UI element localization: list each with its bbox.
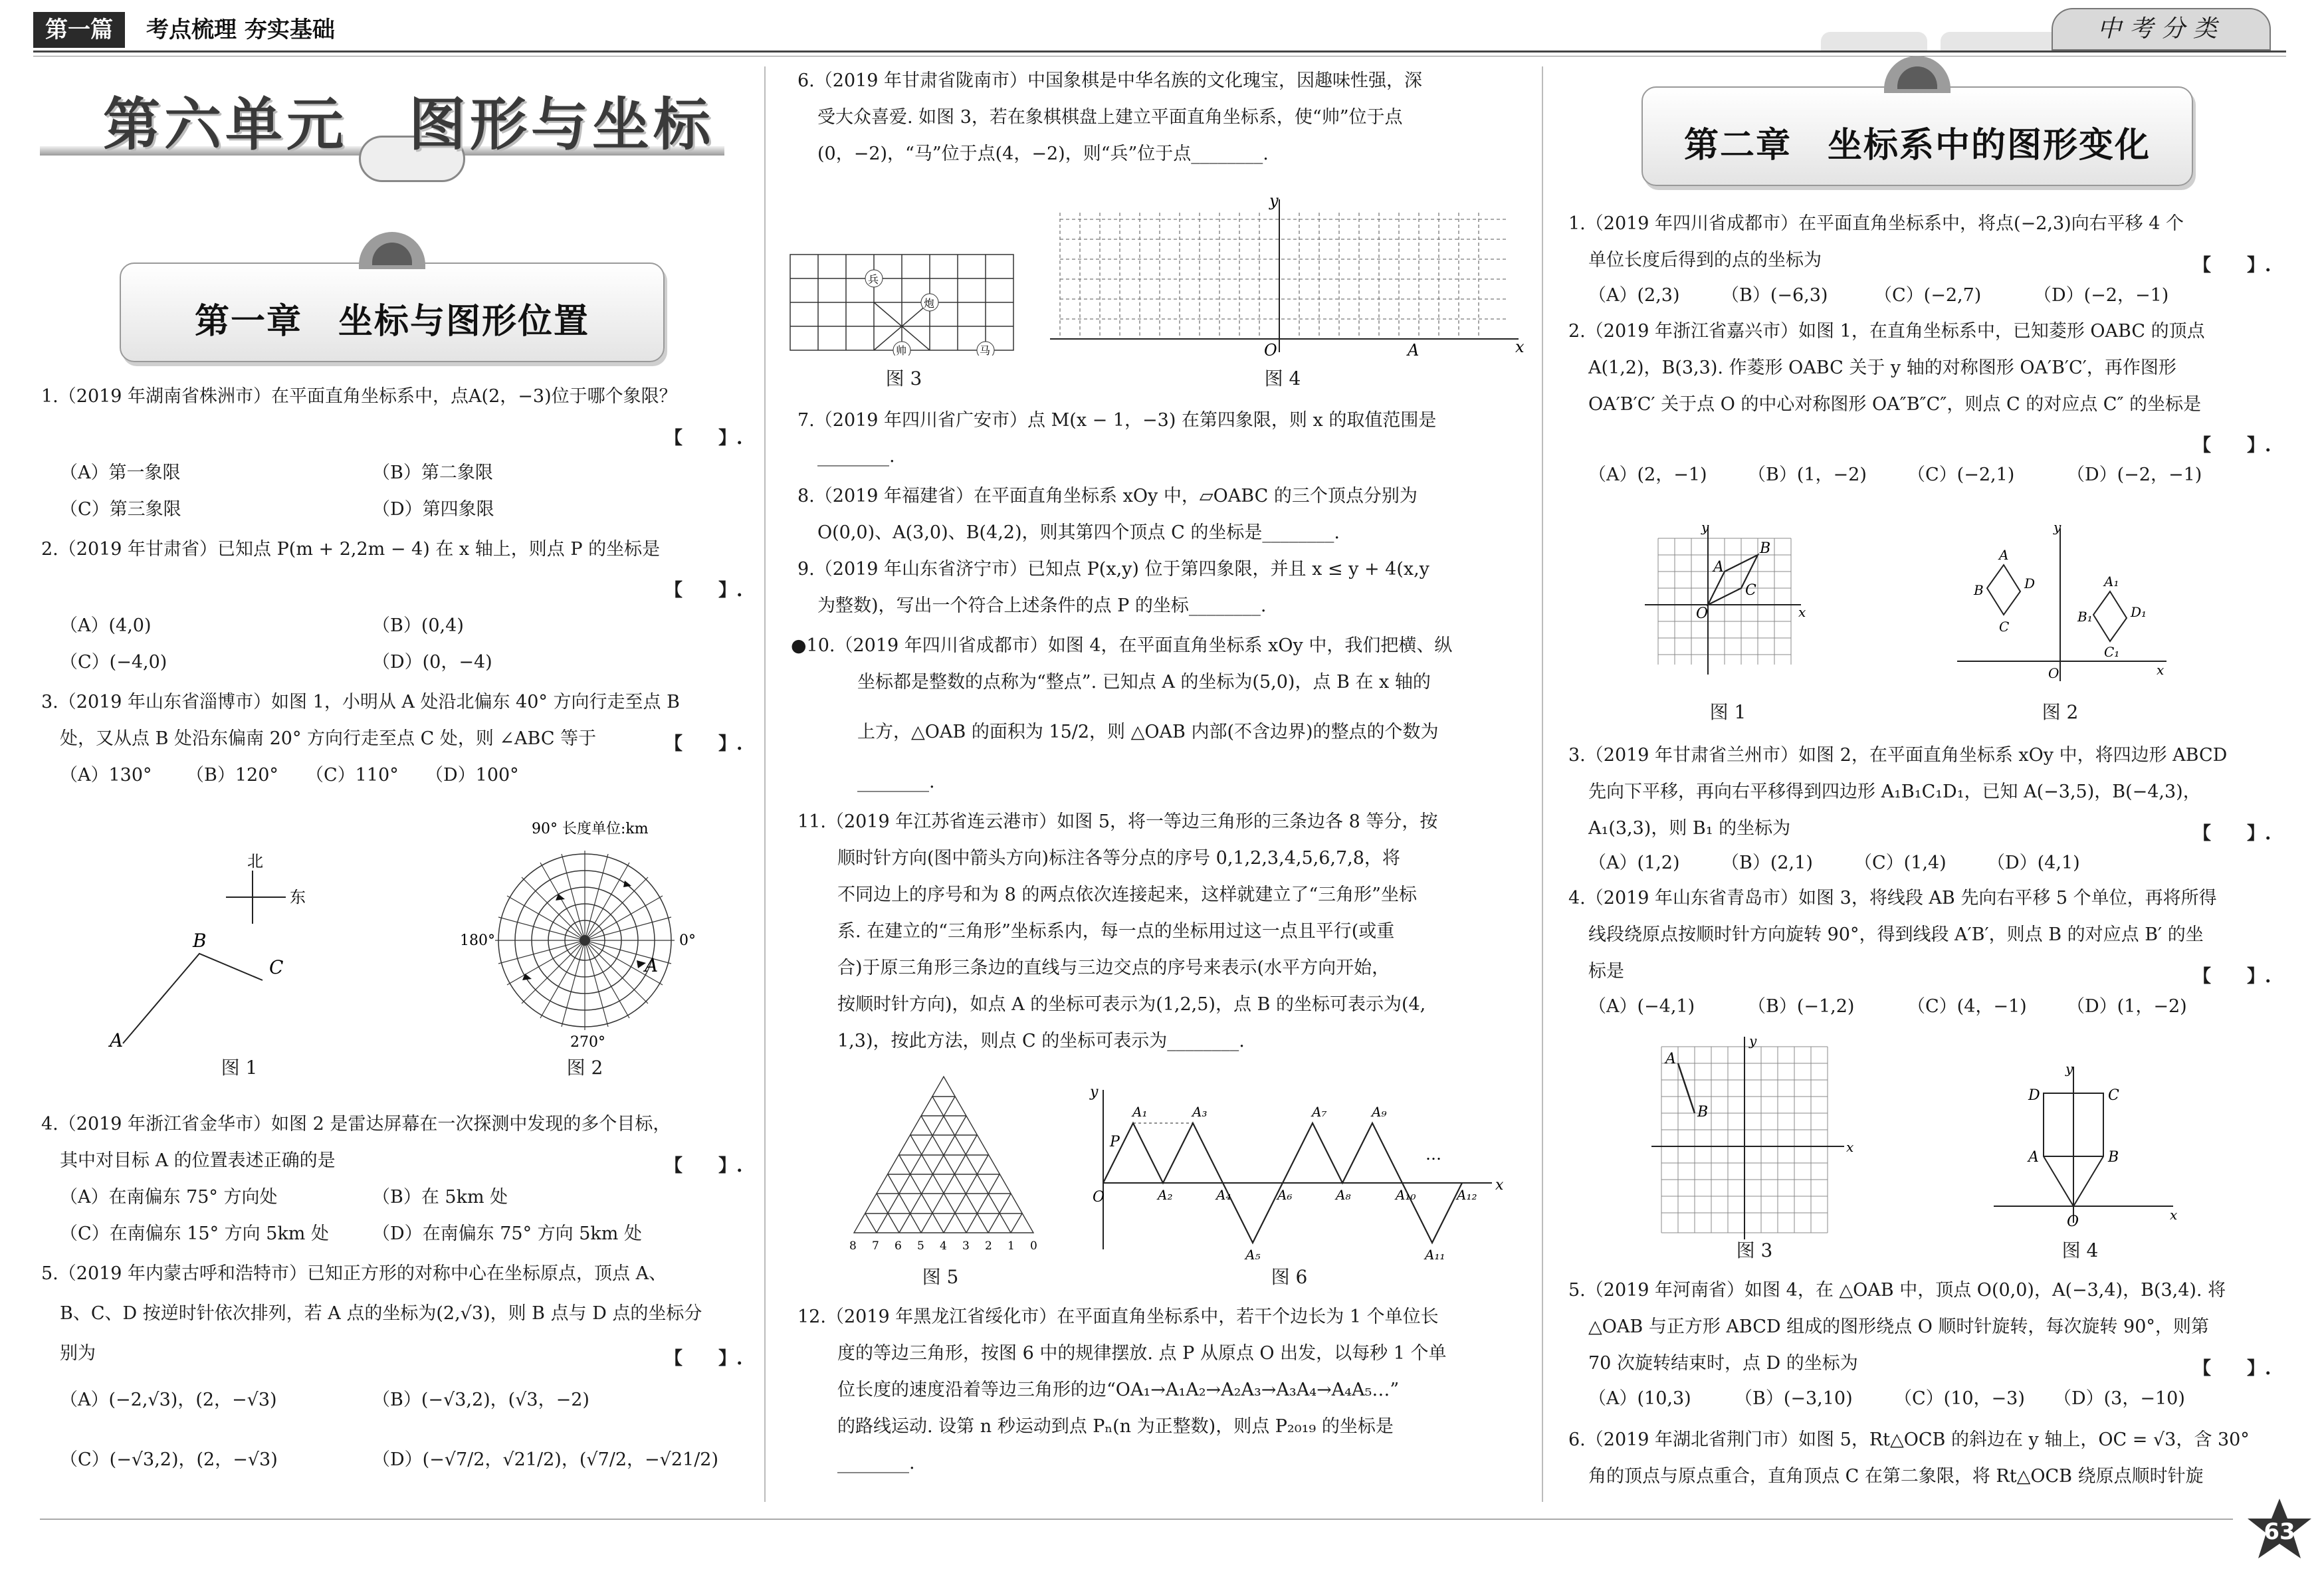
question-11-stem: 系. 在建立的“三角形”坐标系内，每一点的坐标用过这一点且平行(或重 bbox=[837, 921, 1395, 942]
vertex-label: A₅ bbox=[1245, 1247, 1261, 1263]
svg-text:1: 1 bbox=[1007, 1239, 1015, 1253]
radar-rings bbox=[495, 851, 675, 1030]
origin-label: O bbox=[1093, 1189, 1105, 1206]
question-1-stem: 1.（2019 年四川省成都市）在平面直角坐标系中，将点(−2,3)向右平移 4 个 bbox=[1568, 213, 2184, 234]
question-4-stem: 4.（2019 年山东省青岛市）如图 3，将线段 AB 先向右平移 5 个单位，再将所得 bbox=[1568, 888, 2217, 908]
option-d: （D）(4,1) bbox=[1987, 853, 2080, 873]
y-axis-label: y bbox=[1701, 519, 1709, 535]
svg-text:5: 5 bbox=[917, 1239, 924, 1253]
option-d: （D）(−2，−1) bbox=[2034, 285, 2169, 306]
option-b: （B）(−√3,2)，(√3，−2) bbox=[372, 1390, 589, 1410]
option-c: （C）(−√3,2)，(2，−√3) bbox=[60, 1449, 278, 1470]
option-d: （D）在南偏东 75° 方向 5km 处 bbox=[372, 1223, 642, 1244]
section-tab: 考点梳理 夯实基础 bbox=[146, 17, 335, 43]
figure-caption: 图 1 bbox=[221, 1057, 258, 1079]
svg-text:3: 3 bbox=[962, 1239, 970, 1253]
category-tab: 中考分类 bbox=[2052, 8, 2271, 51]
question-3-stem: 3.（2019 年甘肃省兰州市）如图 2，在平面直角坐标系 xOy 中，将四边形 ABCD bbox=[1568, 745, 2228, 766]
option-d: （D）(−2，−1) bbox=[2067, 465, 2202, 485]
question-3-stem: 处，又从点 B 处沿东偏南 20° 方向行走至点 C 处，则 ∠ABC 等于 bbox=[60, 728, 597, 749]
question-2-stem: OA′B′C′ 关于点 O 的中心对称图形 OA″B″C″，则点 C 的对应点 C″ 的坐标是 bbox=[1588, 394, 2202, 415]
quad-abcd bbox=[1987, 565, 2020, 615]
option-c: （C）(−2,7) bbox=[1874, 285, 1982, 306]
figure-caption: 图 1 bbox=[1709, 701, 1746, 723]
x-axis-label: x bbox=[1495, 1177, 1504, 1194]
question-2-stem: 2.（2019 年浙江省嘉兴市）如图 1，在直角坐标系中，已知菱形 OABC 的顶点 bbox=[1568, 321, 2205, 342]
point-b-label: B bbox=[2108, 1149, 2119, 1166]
point-b-label: B bbox=[1697, 1104, 1709, 1120]
svg-text:4: 4 bbox=[940, 1239, 947, 1253]
answer-bracket: 【 】. bbox=[2193, 255, 2271, 276]
svg-text:0: 0 bbox=[1030, 1239, 1037, 1253]
option-b: （B）第二象限 bbox=[372, 463, 493, 483]
part-tab: 第一篇 bbox=[33, 12, 125, 48]
x-axis-label: x bbox=[1798, 604, 1806, 620]
question-12-blank: ________. bbox=[837, 1453, 915, 1473]
question-2-stem: 2.（2019 年甘肃省）已知点 P(m + 2,2m − 4) 在 x 轴上，则点 P 的坐标是 bbox=[41, 539, 661, 560]
footer-rule bbox=[40, 1519, 2233, 1520]
figure-caption: 图 3 bbox=[1736, 1239, 1773, 1261]
option-a: （A）(−2,√3)，(2，−√3) bbox=[60, 1390, 277, 1410]
y-axis-label: y bbox=[2065, 1061, 2073, 1077]
target-a-label: A bbox=[645, 954, 659, 976]
vertex-label: A₆ bbox=[1277, 1187, 1293, 1203]
option-c: （C）在南偏东 15° 方向 5km 处 bbox=[60, 1223, 329, 1244]
point-c-label: C bbox=[269, 956, 284, 978]
figure-caption: 图 2 bbox=[566, 1057, 603, 1079]
radar-top-label: 90° 长度单位:km bbox=[532, 821, 649, 837]
option-d: （D）(−√7/2，√21/2)，(√7/2，−√21/2) bbox=[372, 1449, 719, 1470]
svg-text:8: 8 bbox=[849, 1239, 857, 1253]
origin-label: O bbox=[2048, 665, 2060, 681]
option-b: （B）120° bbox=[186, 765, 278, 786]
vertex-label: A₂ bbox=[1158, 1187, 1173, 1203]
y-axis-label: y bbox=[1269, 193, 1279, 210]
vertex-label: A₁₀ bbox=[1396, 1187, 1416, 1203]
question-6-stem: 6.（2019 年湖北省荆门市）如图 5，Rt△OCB 的斜边在 y 轴上，OC = √3，含 30° bbox=[1568, 1429, 2250, 1450]
answer-bracket: 【 】. bbox=[665, 1348, 743, 1369]
question-11-stem: 11.（2019 年江苏省连云港市）如图 5，将一等边三角形的三条边各 8 等分，按 bbox=[797, 811, 1438, 832]
chapter-title: 第一章 坐标与图形位置 bbox=[194, 301, 589, 342]
header-decoration bbox=[1821, 32, 1927, 51]
question-5-stem: 5.（2019 年河南省）如图 4，在 △OAB 中，顶点 O(0,0)，A(−3,4)，B(3,4). 将 bbox=[1568, 1280, 2226, 1301]
figure-1-direction bbox=[93, 851, 346, 1063]
question-9-stem: 9.（2019 年山东省济宁市）已知点 P(x,y) 位于第四象限，并且 x ≤ y + 4(x,y bbox=[797, 559, 1429, 580]
question-6-stem: (0，−2)，“马”位于点(4，−2)，则“兵”位于点________. bbox=[817, 144, 1269, 164]
question-10-stem: ●10.（2019 年四川省成都市）如图 4，在平面直角坐标系 xOy 中，我们把横、纵 bbox=[791, 635, 1453, 656]
question-6-stem: 6.（2019 年甘肃省陇南市）中国象棋是中华名族的文化瑰宝，因趣味性强，深 bbox=[797, 70, 1423, 91]
vertex-label: A₁₁ bbox=[1425, 1247, 1445, 1263]
option-c: （C）(−2,1) bbox=[1907, 465, 2015, 485]
question-11-stem: 合)于原三角形三条边的直线与三边交点的序号来表示(水平方向开始， bbox=[837, 958, 1390, 978]
x-axis-label: x bbox=[2157, 662, 2165, 678]
x-axis-label: x bbox=[2170, 1207, 2178, 1223]
vertex-label: A₁₂ bbox=[1457, 1187, 1477, 1203]
option-a: （A）(10,3) bbox=[1588, 1388, 1691, 1409]
option-d: （D）第四象限 bbox=[372, 499, 494, 520]
piece-pao: 炮 bbox=[924, 297, 935, 310]
question-4-stem: 其中对目标 A 的位置表述正确的是 bbox=[60, 1150, 336, 1171]
figure-4-grid bbox=[1050, 193, 1529, 359]
point-a-label: A bbox=[1408, 341, 1420, 359]
origin-label: O bbox=[1264, 341, 1277, 359]
piece-ma: 马 bbox=[980, 344, 991, 356]
answer-bracket: 【 】. bbox=[2193, 966, 2271, 987]
question-12-stem: 度的等边三角形，按图 6 中的规律摆放. 点 P 从原点 O 出发，以每秒 1 个单 bbox=[837, 1343, 1447, 1364]
option-b: （B）(1，−2) bbox=[1748, 465, 1867, 485]
unit-banner bbox=[40, 66, 724, 206]
point-b-label: B bbox=[1974, 582, 1984, 598]
question-3-stem: A₁(3,3)，则 B₁ 的坐标为 bbox=[1588, 818, 1791, 839]
segment-ab bbox=[1678, 1063, 1695, 1113]
point-c-label: C bbox=[1745, 582, 1756, 599]
option-a: （A）(2，−1) bbox=[1588, 465, 1707, 485]
path-abc bbox=[123, 954, 263, 1043]
question-10-stem: 坐标都是整数的点称为“整点”. 已知点 A 的坐标为(5,0)，点 B 在 x 轴的 bbox=[857, 672, 1431, 692]
point-d-label: D bbox=[2028, 1087, 2040, 1104]
figure-caption: 图 6 bbox=[1271, 1266, 1308, 1288]
option-c: （C）(10，−3) bbox=[1894, 1388, 2025, 1409]
question-8-stem: O(0,0)、A(3,0)、B(4,2)，则其第四个顶点 C 的坐标是________. bbox=[817, 522, 1340, 543]
svg-text:6: 6 bbox=[895, 1239, 902, 1253]
point-a-label: A bbox=[1999, 547, 2009, 563]
y-axis-label: y bbox=[1090, 1084, 1099, 1101]
option-b: （B）(−6,3) bbox=[1721, 285, 1828, 306]
vertex-label: A₄ bbox=[1216, 1187, 1231, 1203]
option-a: （A）第一象限 bbox=[60, 463, 181, 483]
question-7-blank: ________. bbox=[817, 446, 895, 467]
figure-3-chessboard bbox=[788, 249, 1017, 356]
header-rule bbox=[33, 51, 2286, 53]
question-1-stem: 单位长度后得到的点的坐标为 bbox=[1588, 250, 1822, 270]
figure-caption: 图 3 bbox=[885, 368, 922, 389]
question-3-stem: 先向下平移，再向右平移得到四边形 A₁B₁C₁D₁，已知 A(−3,5)，B(−4,3)， bbox=[1588, 782, 2201, 802]
question-4-stem: 线段绕原点按顺时针方向旋转 90°，得到线段 A′B′，则点 B 的对应点 B′ 的坐 bbox=[1588, 924, 2204, 945]
question-6-stem: 角的顶点与原点重合，直角顶点 C 在第二象限，将 Rt△OCB 绕原点顺时针旋 bbox=[1588, 1466, 2204, 1487]
option-c: （C）(1,4) bbox=[1854, 853, 1947, 873]
option-b: （B）(0,4) bbox=[372, 615, 464, 636]
point-p-label: P bbox=[1110, 1134, 1120, 1150]
question-5-stem: 别为 bbox=[60, 1343, 96, 1364]
option-a: （A）130° bbox=[60, 765, 152, 786]
option-d: （D）100° bbox=[425, 765, 519, 786]
option-c: （C）(−4,0) bbox=[60, 652, 167, 673]
page-number: 63 bbox=[2264, 1519, 2295, 1545]
vertex-label: A₈ bbox=[1336, 1187, 1351, 1203]
option-a: （A）(−4,1) bbox=[1588, 996, 1695, 1017]
answer-bracket: 【 】. bbox=[665, 1156, 743, 1176]
column-divider bbox=[1542, 66, 1543, 1502]
radar-bottom-label: 270° bbox=[570, 1034, 605, 1051]
answer-bracket: 【 】. bbox=[665, 580, 743, 601]
question-11-stem: 不同边上的序号和为 8 的两点依次连接起来，这样就建立了“三角形”坐标 bbox=[837, 885, 1417, 905]
y-axis-label: y bbox=[2054, 519, 2061, 535]
question-5-stem: B、C、D 按逆时针依次排列，若 A 点的坐标为(2,√3)，则 B 点与 D 点的坐标分 bbox=[60, 1303, 702, 1324]
question-11-stem: 按顺时针方向)，如点 A 的坐标可表示为(1,2,5)，点 B 的坐标可表示为(4, bbox=[837, 994, 1426, 1015]
radar-right-label: 0° bbox=[679, 932, 696, 949]
unit-title: 第六单元 图形与坐标 bbox=[103, 92, 714, 158]
radar-left-label: 180° bbox=[460, 932, 495, 949]
question-3-stem: 3.（2019 年山东省淄博市）如图 1，小明从 A 处沿北偏东 40° 方向行走至点 B bbox=[41, 692, 680, 712]
column-divider bbox=[764, 66, 766, 1502]
svg-text:2: 2 bbox=[985, 1239, 992, 1253]
vertex-label: A₃ bbox=[1192, 1104, 1208, 1120]
point-b-label: B bbox=[1760, 540, 1771, 557]
option-b: （B）在 5km 处 bbox=[372, 1187, 508, 1208]
point-d1-label: D₁ bbox=[2131, 604, 2147, 620]
option-a: （A）(4,0) bbox=[60, 615, 152, 636]
x-axis-label: x bbox=[1846, 1139, 1854, 1155]
north-label: 北 bbox=[247, 852, 263, 871]
piece-shuai: 帅 bbox=[896, 344, 907, 356]
chapter-banner bbox=[1641, 86, 2193, 186]
origin-label: O bbox=[1696, 605, 1709, 622]
question-2-stem: A(1,2)，B(3,3). 作菱形 OABC 关于 y 轴的对称图形 OA′B′C′，再作图形 bbox=[1588, 358, 2176, 378]
point-a1-label: A₁ bbox=[2104, 574, 2119, 589]
east-label: 东 bbox=[290, 888, 306, 906]
answer-bracket: 【 】. bbox=[665, 734, 743, 754]
question-5-stem: 5.（2019 年内蒙古呼和浩特市）已知正方形的对称中心在坐标原点，顶点 A、 bbox=[41, 1263, 667, 1284]
option-d: （D）(1，−2) bbox=[2067, 996, 2187, 1017]
chapter-banner bbox=[120, 263, 665, 362]
option-c: （C）第三象限 bbox=[60, 499, 181, 520]
vertex-label: A₉ bbox=[1372, 1104, 1387, 1120]
question-5-stem: 70 次旋转结束时，点 D 的坐标为 bbox=[1588, 1353, 1858, 1374]
y-axis-label: y bbox=[1749, 1033, 1757, 1049]
figure-6-zigzag bbox=[1083, 1083, 1509, 1263]
question-4-stem: 4.（2019 年浙江省金华市）如图 2 是雷达屏幕在一次探测中发现的多个目标， bbox=[41, 1114, 671, 1134]
question-12-stem: 12.（2019 年黑龙江省绥化市）在平面直角坐标系中，若干个边长为 1 个单位长 bbox=[797, 1307, 1439, 1327]
question-4-stem: 标是 bbox=[1588, 961, 1624, 982]
question-1-stem: 1.（2019 年湖南省株洲市）在平面直角坐标系中，点A(2，−3)位于哪个象限？ bbox=[41, 386, 677, 407]
vertex-label: A₁ bbox=[1132, 1104, 1148, 1120]
question-9-stem: 为整数)，写出一个符合上述条件的点 P 的坐标________. bbox=[817, 595, 1267, 616]
option-a: （A）在南偏东 75° 方向处 bbox=[60, 1187, 278, 1208]
point-a-label: A bbox=[2028, 1149, 2039, 1166]
figure-caption: 图 4 bbox=[1264, 368, 1301, 389]
figure-3-segment bbox=[1648, 1033, 1861, 1246]
option-b: （B）(−3,10) bbox=[1735, 1388, 1853, 1409]
option-a: （A）(1,2) bbox=[1588, 853, 1680, 873]
answer-bracket: 【 】. bbox=[2193, 435, 2271, 456]
question-12-stem: 位长度的速度沿着等边三角形的边“OA₁→A₁A₂→A₂A₃→A₃A₄→A₄A₅…” bbox=[837, 1380, 1400, 1400]
point-a-label: A bbox=[110, 1029, 124, 1051]
question-11-stem: 1,3)，按此方法，则点 C 的坐标可表示为________. bbox=[837, 1031, 1245, 1051]
triangle-axis-numbers bbox=[849, 1239, 1037, 1253]
question-10-stem: 上方，△OAB 的面积为 15/2，则 △OAB 内部(不含边界)的整点的个数为 bbox=[857, 722, 1439, 742]
quad-a1b1c1d1 bbox=[2093, 591, 2127, 641]
figure-5-triangle bbox=[844, 1070, 1043, 1263]
option-b: （B）(−1,2) bbox=[1748, 996, 1855, 1017]
point-d-label: D bbox=[2024, 576, 2036, 591]
option-a: （A）(2,3) bbox=[1588, 285, 1680, 306]
question-11-stem: 顺时针方向(图中箭头方向)标注各等分点的序号 0,1,2,3,4,5,6,7,8，将 bbox=[837, 848, 1400, 869]
point-b1-label: B₁ bbox=[2077, 609, 2093, 625]
figure-caption: 图 5 bbox=[922, 1266, 959, 1288]
answer-bracket: 【 】. bbox=[665, 428, 743, 449]
option-d: （D）(0，−4) bbox=[372, 652, 492, 673]
figure-4-pentagon bbox=[1980, 1057, 2180, 1236]
chapter-title: 第二章 坐标系中的图形变化 bbox=[1683, 125, 2151, 165]
point-c-label: C bbox=[1999, 619, 2010, 635]
figure-caption: 图 4 bbox=[2061, 1239, 2099, 1261]
question-6-stem: 受大众喜爱. 如图 3，若在象棋棋盘上建立平面直角坐标系，使“帅”位于点 bbox=[817, 107, 1403, 128]
option-b: （B）(2,1) bbox=[1721, 853, 1813, 873]
question-7-stem: 7.（2019 年四川省广安市）点 M(x − 1，−3) 在第四象限，则 x 的取值范围是 bbox=[797, 410, 1437, 431]
question-12-stem: 的路线运动. 设第 n 秒运动到点 Pₙ(n 为正整数)，则点 P₂₀₁₉ 的坐标是 bbox=[837, 1416, 1394, 1437]
answer-bracket: 【 】. bbox=[2193, 823, 2271, 844]
option-d: （D）(3，−10) bbox=[2054, 1388, 2185, 1409]
piece-bing: 兵 bbox=[868, 273, 879, 286]
figure-1-rhombus bbox=[1641, 518, 1814, 685]
question-8-stem: 8.（2019 年福建省）在平面直角坐标系 xOy 中，▱OABC 的三个顶点分别为 bbox=[797, 486, 1418, 506]
question-10-blank: ________. bbox=[857, 772, 935, 792]
option-c: （C）110° bbox=[306, 765, 399, 786]
point-c1-label: C₁ bbox=[2104, 644, 2120, 660]
header-decoration bbox=[1941, 32, 2060, 51]
option-c: （C）(4，−1) bbox=[1907, 996, 2027, 1017]
point-b-label: B bbox=[193, 930, 207, 952]
figure-caption: 图 2 bbox=[2042, 701, 2079, 723]
x-axis-label: x bbox=[1515, 338, 1525, 356]
page-header bbox=[0, 0, 2324, 60]
point-a-label: A bbox=[1665, 1051, 1676, 1067]
point-c-label: C bbox=[2108, 1087, 2119, 1104]
vertex-label: A₇ bbox=[1312, 1104, 1327, 1120]
point-a-label: A bbox=[1713, 559, 1724, 576]
figure-2-radar bbox=[452, 817, 718, 1057]
question-5-stem: △OAB 与正方形 ABCD 组成的图形绕点 O 顺时针旋转，每次旋转 90°，则第 bbox=[1588, 1317, 2209, 1337]
svg-text:7: 7 bbox=[872, 1239, 879, 1253]
ellipsis: … bbox=[1426, 1145, 1441, 1164]
answer-bracket: 【 】. bbox=[2193, 1358, 2271, 1379]
origin-label: O bbox=[2067, 1213, 2079, 1230]
figure-2-translation bbox=[1954, 518, 2173, 691]
